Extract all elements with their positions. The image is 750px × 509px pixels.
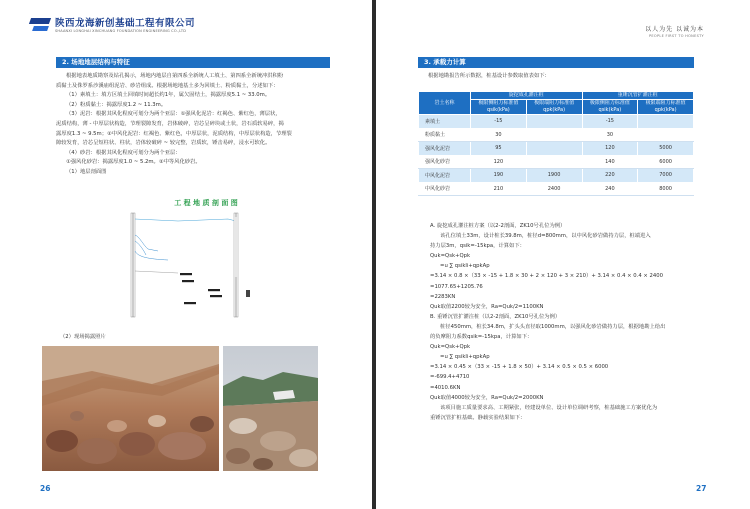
body-line: Quk取值2200较为安全，Ra=Quk/2=1100KN <box>430 303 544 310</box>
section-title-bearing: 3. 承载力计算 <box>418 57 694 68</box>
table-row <box>419 115 694 129</box>
body-line: （4）砂岩：根据其风化程度可划分为两个亚层： <box>66 149 181 156</box>
body-line: =u ∑ qsikli+qpkAp <box>440 354 490 361</box>
subheader-cell: 极限端阻力标准值 qpk(kPa) <box>638 100 694 115</box>
body-line: =-699.4+4710 <box>430 374 470 381</box>
table-header-row <box>419 92 694 100</box>
body-line: Quk=Qsk+Qpk <box>430 344 471 351</box>
table-cell <box>526 155 582 169</box>
table-cell: 中风化砂岩 <box>419 182 471 196</box>
table-cell: 素填土 <box>419 115 471 129</box>
company-logo <box>30 18 195 34</box>
table-cell: 1900 <box>526 169 582 183</box>
table-cell: 7000 <box>638 169 694 183</box>
profile-title: 工 程 地 质 剖 面 图 <box>174 199 238 207</box>
body-line: 泥质结构，薄 - 中厚层状构造，节理裂隙发育，岩体破碎，岩芯呈碎块或土状，岩石质软易碎，揭 <box>56 120 284 127</box>
page-number: 26 <box>40 484 51 493</box>
table-cell: -15 <box>471 115 527 129</box>
photo-caption <box>60 333 106 343</box>
table-intro <box>428 72 550 82</box>
table-cell: 210 <box>471 182 527 196</box>
table-cell: 中风化泥岩 <box>419 169 471 183</box>
geological-profile-figure <box>118 197 294 321</box>
body-line: =u ∑ qsikli+qpkAp <box>440 263 490 270</box>
body-line: B. 重锤沉管扩灌注桩（以2-2剖面，ZK10号孔位为例） <box>430 313 561 320</box>
body-line: （3）泥岩：根据其风化程度可划分为两个亚层：①强风化泥岩：红褐色、紫红色，薄层状， <box>66 111 281 118</box>
body-line: =3.14 × 0.8 ×（33 × -15 + 1.8 × 30 + 2 × 120 + 3 × 210）+ 3.14 × 0.4 × 0.4 × 2400 <box>430 273 663 280</box>
site-photo-excavation <box>42 346 219 471</box>
table-cell: 120 <box>582 142 638 156</box>
table-cell: 6000 <box>638 155 694 169</box>
slogan-cn: 以人为先 以诚为本 <box>645 26 704 33</box>
table-intro-text: 根据地勘报告所示数据，桩基设计参数取值表如下： <box>428 73 550 79</box>
body-line: =2283KN <box>430 293 456 300</box>
body-line: 桩径450mm，桩长34.8m，扩头头直径取1000mm，以强风化砂岩做持力层，根据地勘上给出 <box>440 323 666 330</box>
table-cell: 30 <box>582 128 638 142</box>
table-cell: 强风化泥岩 <box>419 142 471 156</box>
body-line: =3.14 × 0.45 ×（33 × -15 + 1.8 × 50）+ 3.14 × 0.5 × 0.5 × 6000 <box>430 364 609 371</box>
table-cell <box>526 115 582 129</box>
table-row <box>419 142 694 156</box>
calculation-text <box>430 221 665 423</box>
table-cell: 粉质黏土 <box>419 128 471 142</box>
table-cell <box>526 128 582 142</box>
table-row <box>419 169 694 183</box>
table-cell: 30 <box>471 128 527 142</box>
body-line: 根据地表地质勘察及钻孔揭示，场地内地层自第四系全新统人工填土、第四系全新统冲洪积粉 <box>66 73 284 79</box>
table-row <box>419 182 694 196</box>
table-cell: 220 <box>582 169 638 183</box>
table-cell: 240 <box>582 182 638 196</box>
slogan <box>645 24 704 38</box>
photo-caption-text: （2）现场揭露照片 <box>60 334 106 340</box>
body-line: 质黏土及侏罗系沙溪庙组泥岩、砂岩组成。根据场地地基土多为回填土、粉质黏土，分述如下： <box>56 82 279 89</box>
table-row <box>419 155 694 169</box>
subheader-cell: 极限侧阻力标准值 qsik(kPa) <box>471 100 527 115</box>
section-title-strata: 2. 场地地层结构与特征 <box>56 57 330 68</box>
body-line: （2）粉质黏土：揭露厚度1.2 ~ 11.3m。 <box>66 101 167 108</box>
body-line: 的负摩阻力系数qsik=-15kpa，计算如下： <box>430 334 533 341</box>
body-line: 该项目施工质量要求高、工期紧张，经建设单位、设计单位调研考察，桩基础施工方案优化为 <box>440 404 658 411</box>
body-line: 隙较发育，岩芯呈短柱状、柱状，岩体较破碎 ~ 较完整，岩质软，锤击易碎，浸水可软化。 <box>56 140 271 147</box>
table-cell <box>638 128 694 142</box>
table-cell: 强风化砂岩 <box>419 155 471 169</box>
logo-mark-icon <box>30 18 50 32</box>
company-name-en: SHAANXI LONGHAI XINCHUANG FOUNDATION ENGINEERING CO.,LTD <box>55 29 187 33</box>
header-group-hammer: 重锤沉管扩灌注桩 <box>582 92 694 100</box>
body-line: 露厚度1.3 ~ 9.5m；②中风化泥岩：红褐色、紫红色，中厚层状，泥质结构，中厚层状构造，节理裂 <box>56 130 292 137</box>
body-line: 重锤沉管扩桩基础。静载实验结果如下： <box>430 414 526 421</box>
site-photo-rock-outcrop <box>223 346 318 471</box>
slogan-en: PEOPLE FIRST TO HONESTY <box>648 34 704 38</box>
table-cell <box>638 115 694 129</box>
table-cell: 95 <box>471 142 527 156</box>
table-cell: 140 <box>582 155 638 169</box>
pile-parameters-table <box>418 91 694 196</box>
table-cell: 5000 <box>638 142 694 156</box>
body-line: Quk=Qsk+Qpk <box>430 253 471 260</box>
body-line: Quk取值4000较为安全，Ra=Quk/2=2000KN <box>430 394 544 401</box>
strata-description <box>56 72 334 178</box>
table-cell: 8000 <box>638 182 694 196</box>
page-number: 27 <box>696 484 707 493</box>
table-cell: 2400 <box>526 182 582 196</box>
subheader-cell: 极限端阻力标准值 qpk(kPa) <box>526 100 582 115</box>
body-line: （1）素填土：填方区填土回填时间超长约1年，属欠固结土，揭露厚度5.1 ~ 33.0m。 <box>66 92 271 99</box>
header-rock-name: 岩土名称 <box>419 92 471 115</box>
body-line: ①强风化砂岩：揭露厚度1.0 ~ 5.2m。②中等风化砂岩。 <box>66 159 201 166</box>
body-line: A. 旋挖成孔灌注桩方案（以2-2剖面，ZK10号孔位为例） <box>430 223 566 229</box>
company-name-cn: 陕西龙海新创基础工程有限公司 <box>55 18 196 29</box>
table-cell: -15 <box>582 115 638 129</box>
table-cell: 190 <box>471 169 527 183</box>
subheader-cell: 极限侧阻力标准值 qsik(kPa) <box>582 100 638 115</box>
body-line: 持力层3m，qsik=-15kpa，计算如下： <box>430 243 525 250</box>
body-line: 该孔位填土33m，设计桩长39.8m，桩径d=800mm，以中风化砂岩做持力层，桩端进入 <box>440 233 651 240</box>
body-line: =4010.6KN <box>430 384 461 391</box>
table-row <box>419 128 694 142</box>
table-cell <box>526 142 582 156</box>
body-line: （1）地层剖面图 <box>66 168 107 175</box>
header-group-rotary: 旋挖成孔灌注桩 <box>471 92 583 100</box>
table-cell: 120 <box>471 155 527 169</box>
body-line: =1077.65+1205.76 <box>430 283 483 290</box>
